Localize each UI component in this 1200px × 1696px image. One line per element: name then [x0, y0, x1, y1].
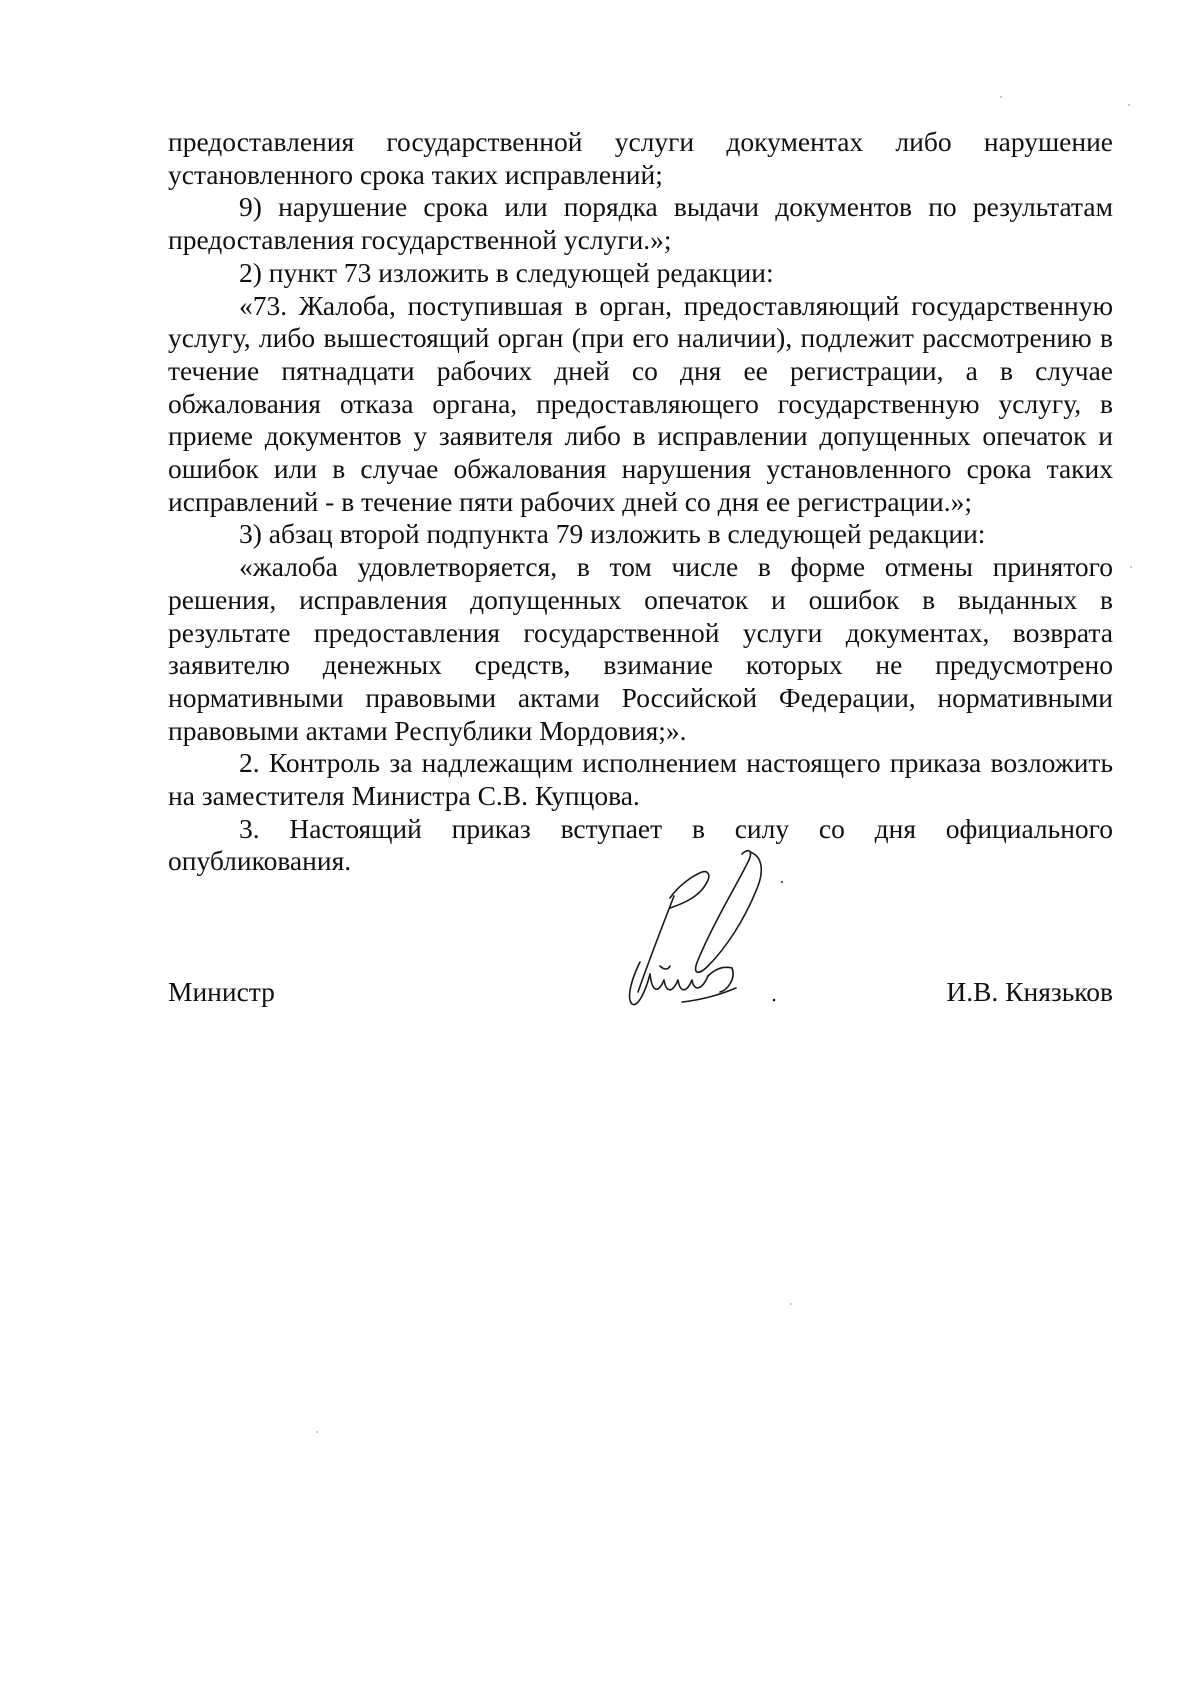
- scan-speck: [1000, 96, 1002, 98]
- document-body: [168, 126, 1113, 878]
- paragraph-item-9: 9) нарушение срока или порядка выдачи документов по результатам предоставления государственной услуги.»;: [168, 191, 1113, 256]
- scan-speck: [1130, 566, 1132, 568]
- paragraph-clause-79: «жалоба удовлетворяется, в том числе в форме отмены принятого решения, исправления допущенных опечаток и ошибок в выданных в результате предоставления государственной услуги документах, возврата заявителю денежных средств, взимание которых не предусмотрено нормативными правовыми актами Российской Федерации, нормативными правовыми актами Республики Мордовия;».: [168, 551, 1113, 746]
- paragraph-amendment-2: 2) пункт 73 изложить в следующей редакции:: [239, 256, 774, 288]
- paragraph-control: 2. Контроль за надлежащим исполнением настоящего приказа возложить на заместителя Министра С.В. Купцова.: [168, 747, 1113, 812]
- paragraph-continuation: предоставления государственной услуги документах либо нарушение установленного срока таких исправлений;: [168, 126, 1113, 190]
- signer-name: И.В. Князьков: [946, 976, 1113, 1007]
- scan-speck: [790, 1303, 792, 1305]
- scan-speck: [1128, 104, 1130, 106]
- signer-position: Министр: [168, 976, 275, 1007]
- paragraph-effective-date: 3. Настоящий приказ вступает в силу со дня официального опубликования.: [168, 812, 1113, 877]
- signature-block: [168, 972, 1113, 1012]
- paragraph-amendment-3: 3) абзац второй подпункта 79 изложить в следующей редакции:: [239, 518, 986, 550]
- scan-speck: [316, 1431, 318, 1433]
- paragraph-clause-73: «73. Жалоба, поступившая в орган, предоставляющий государственную услугу, либо вышестоящий орган (при его наличии), подлежит рассмотрению в течение пятнадцати рабочих дней со дня ее регистрации, а в случае обжалования отказа органа, предоставляющего государственную услугу, в приеме документов у заявителя либо в исправлении допущенных опечаток и ошибок или в случае обжалования нарушения установленного срока таких исправлений - в течение пяти рабочих дней со дня ее регистрации.»;: [168, 289, 1113, 517]
